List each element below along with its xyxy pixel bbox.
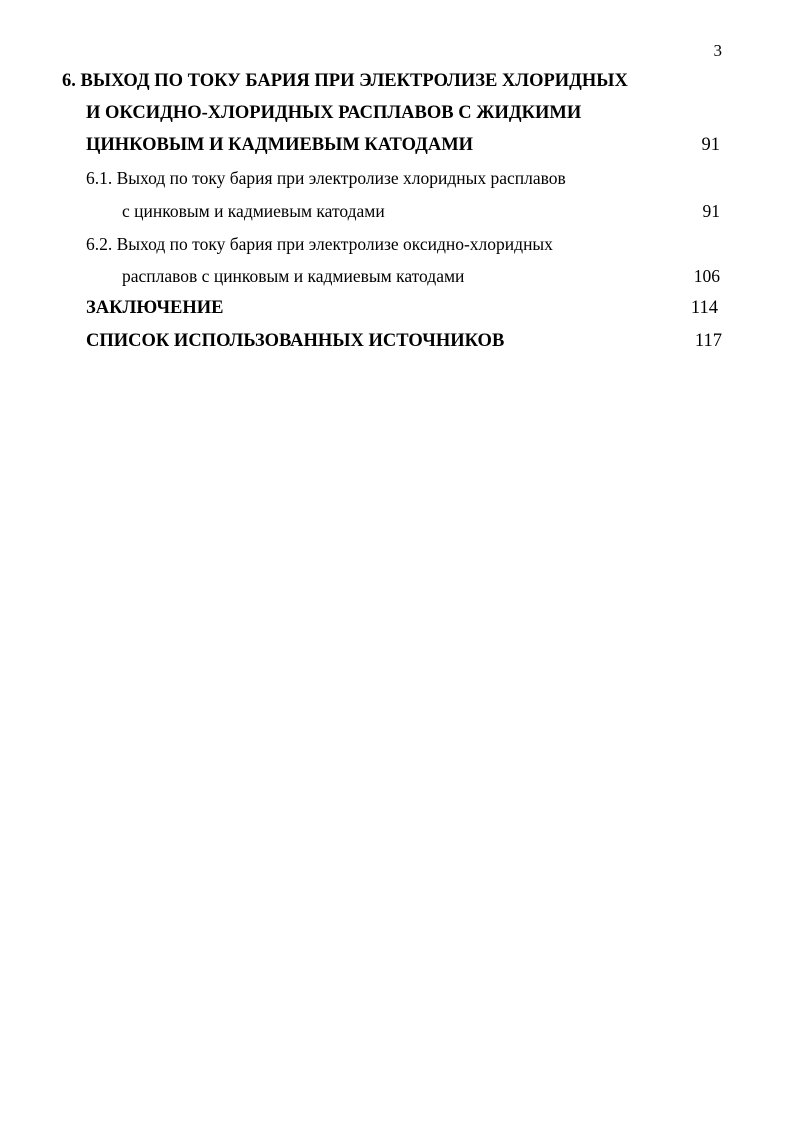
toc-chapter-6-text: 6. ВЫХОД ПО ТОКУ БАРИЯ ПРИ ЭЛЕКТРОЛИЗЕ ХЛОРИДНЫХ [62, 71, 628, 91]
toc-chapter-6-title-line-3 [0, 130, 796, 160]
toc-chapter-6-title-line-2 [0, 98, 796, 128]
table-of-contents [0, 66, 796, 366]
toc-section-6-2-line-2 [0, 261, 796, 291]
toc-references-title: СПИСОК ИСПОЛЬЗОВАННЫХ ИСТОЧНИКОВ [86, 331, 505, 351]
toc-section-6-2-page: 106 [693, 266, 720, 286]
toc-references-page: 117 [694, 331, 722, 351]
toc-section-6-1-text: 6.1. Выход по току бария при электролизе хлоридных расплавов [86, 168, 566, 188]
toc-chapter-6-text: ЦИНКОВЫМ И КАДМИЕВЫМ КАТОДАМИ [86, 135, 474, 155]
toc-conclusion [0, 293, 796, 323]
toc-chapter-6-page: 91 [701, 135, 720, 155]
toc-section-6-2-text: расплавов с цинковым и кадмиевым катодами [122, 266, 465, 286]
toc-conclusion-title: ЗАКЛЮЧЕНИЕ [86, 298, 224, 318]
toc-section-6-1-line-2 [0, 196, 796, 226]
page-number: 3 [713, 41, 722, 60]
toc-section-6-2-line-1 [0, 229, 796, 259]
toc-section-6-2-text: 6.2. Выход по току бария при электролизе оксидно-хлоридных [86, 234, 553, 254]
toc-conclusion-page: 114 [690, 298, 718, 318]
toc-references [0, 326, 796, 356]
toc-section-6-1-text: с цинковым и кадмиевым катодами [122, 201, 385, 221]
toc-section-6-1-page: 91 [702, 201, 720, 221]
toc-chapter-6-title-line-1 [0, 66, 796, 96]
toc-section-6-1-line-1 [0, 163, 796, 193]
toc-chapter-6-text: И ОКСИДНО-ХЛОРИДНЫХ РАСПЛАВОВ С ЖИДКИМИ [86, 103, 582, 123]
